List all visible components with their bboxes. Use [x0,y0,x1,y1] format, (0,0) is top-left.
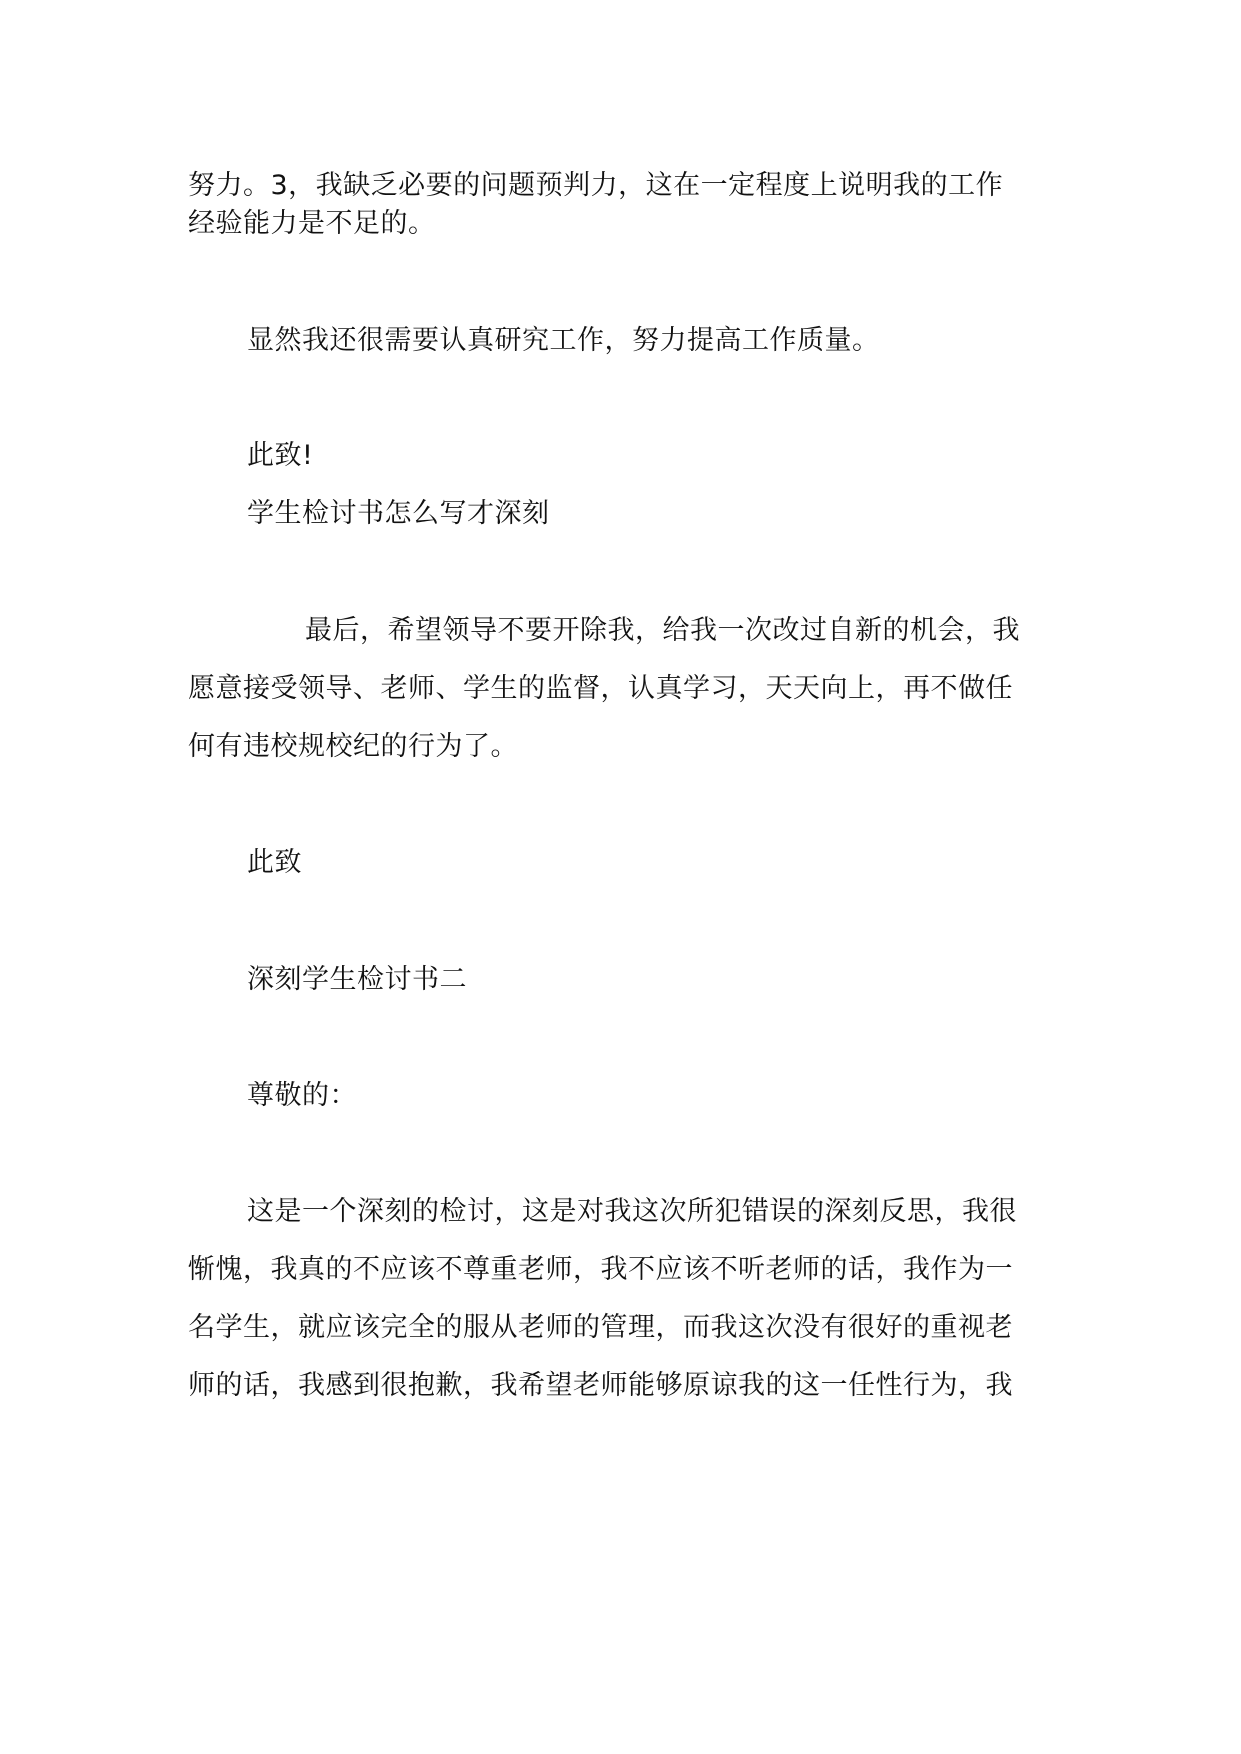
section-heading: 深刻学生检讨书二 [247,964,467,995]
greeting: 尊敬的： [247,1080,357,1111]
paragraph-line: 最后，希望领导不要开除我，给我一次改过自新的机会，我 [305,615,1020,646]
paragraph-line: 这是一个深刻的检讨，这是对我这次所犯错误的深刻反思，我很 [247,1196,1017,1227]
paragraph-line: 显然我还很需要认真研究工作，努力提高工作质量。 [247,325,880,356]
paragraph-line: 经验能力是不足的。 [188,208,436,239]
paragraph-line: 惭愧，我真的不应该不尊重老师，我不应该不听老师的话，我作为一 [188,1254,1013,1285]
closing-salutation: 此致! [247,440,314,471]
paragraph-line: 愿意接受领导、老师、学生的监督，认真学习，天天向上，再不做任 [188,673,1013,704]
paragraph-line: 努力。3，我缺乏必要的问题预判力，这在一定程度上说明我的工作 [188,170,1004,201]
paragraph-line: 何有违校规校纪的行为了。 [188,731,518,762]
paragraph-line: 师的话，我感到很抱歉，我希望老师能够原谅我的这一任性行为，我 [188,1370,1013,1401]
section-heading: 学生检讨书怎么写才深刻 [247,498,550,529]
closing-salutation: 此致 [247,847,302,878]
paragraph-line: 名学生，就应该完全的服从老师的管理，而我这次没有很好的重视老 [188,1312,1013,1343]
